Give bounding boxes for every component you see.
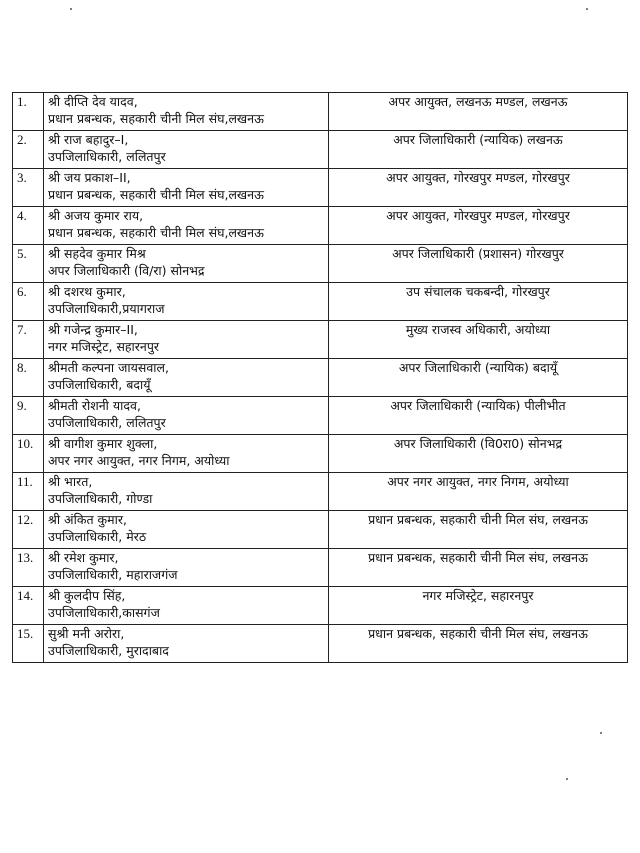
serial-number: 2. xyxy=(13,131,44,169)
new-posting: अपर आयुक्त, गोरखपुर मण्डल, गोरखपुर xyxy=(386,170,570,185)
officer-current-post-cell xyxy=(44,283,329,321)
new-posting: प्रधान प्रबन्धक, सहकारी चीनी मिल संघ, लखनऊ xyxy=(368,550,588,565)
new-posting-cell xyxy=(329,169,628,207)
officer-current-post: उपजिलाधिकारी, ललितपुर xyxy=(48,415,166,430)
officer-current-post-cell xyxy=(44,245,329,283)
serial-number: 5. xyxy=(13,245,44,283)
new-posting: अपर जिलाधिकारी (न्यायिक) बदायूँ xyxy=(398,360,558,375)
transfer-table-body xyxy=(13,93,628,663)
officer-current-post-cell xyxy=(44,93,329,131)
new-posting-cell xyxy=(329,435,628,473)
new-posting-cell xyxy=(329,207,628,245)
new-posting: अपर जिलाधिकारी (न्यायिक) पीलीभीत xyxy=(390,398,566,413)
new-posting-cell xyxy=(329,359,628,397)
officer-current-post-cell xyxy=(44,207,329,245)
serial-number: 11. xyxy=(13,473,44,511)
officer-current-post-cell xyxy=(44,549,329,587)
table-row xyxy=(13,245,628,283)
officer-name: श्री अजय कुमार राय, xyxy=(48,208,144,223)
serial-number: 1. xyxy=(13,93,44,131)
officer-name: श्रीमती रोशनी यादव, xyxy=(48,398,141,413)
new-posting-cell xyxy=(329,321,628,359)
officer-current-post: उपजिलाधिकारी, ललितपुर xyxy=(48,149,166,164)
serial-number: 9. xyxy=(13,397,44,435)
serial-number: 15. xyxy=(13,625,44,663)
officer-current-post: उपजिलाधिकारी, मेरठ xyxy=(48,529,147,544)
new-posting-cell xyxy=(329,283,628,321)
officer-current-post: उपजिलाधिकारी,प्रयागराज xyxy=(48,301,165,316)
officer-current-post-cell xyxy=(44,397,329,435)
new-posting-cell xyxy=(329,511,628,549)
officer-name: सुश्री मनी अरोरा, xyxy=(48,626,125,641)
officer-current-post: उपजिलाधिकारी, गोण्डा xyxy=(48,491,153,506)
officer-current-post-cell xyxy=(44,435,329,473)
officer-name: श्री दीप्ति देव यादव, xyxy=(48,94,138,109)
table-row xyxy=(13,359,628,397)
table-row xyxy=(13,207,628,245)
serial-number: 12. xyxy=(13,511,44,549)
officer-name: श्री गजेन्द्र कुमार–II, xyxy=(48,322,138,337)
officer-current-post: प्रधान प्रबन्धक, सहकारी चीनी मिल संघ,लखनऊ xyxy=(48,187,264,202)
officer-name: श्री राज बहादुर–I, xyxy=(48,132,129,147)
serial-number: 8. xyxy=(13,359,44,397)
table-row xyxy=(13,587,628,625)
serial-number: 4. xyxy=(13,207,44,245)
serial-number: 13. xyxy=(13,549,44,587)
table-row xyxy=(13,131,628,169)
scan-speck xyxy=(586,8,588,10)
officer-name: श्री रमेश कुमार, xyxy=(48,550,119,565)
serial-number: 6. xyxy=(13,283,44,321)
serial-number: 10. xyxy=(13,435,44,473)
table-row xyxy=(13,549,628,587)
new-posting: अपर नगर आयुक्त, नगर निगम, अयोध्या xyxy=(387,474,569,489)
officer-current-post: प्रधान प्रबन्धक, सहकारी चीनी मिल संघ,लखनऊ xyxy=(48,111,264,126)
scan-speck xyxy=(600,732,602,734)
officer-current-post-cell xyxy=(44,169,329,207)
officer-current-post: उपजिलाधिकारी, मुरादाबाद xyxy=(48,643,169,658)
officer-name: श्री भारत, xyxy=(48,474,93,489)
officer-current-post: प्रधान प्रबन्धक, सहकारी चीनी मिल संघ,लखनऊ xyxy=(48,225,264,240)
new-posting-cell xyxy=(329,245,628,283)
table-row xyxy=(13,473,628,511)
officer-current-post: अपर जिलाधिकारी (वि/रा) सोनभद्र xyxy=(48,263,205,278)
serial-number: 3. xyxy=(13,169,44,207)
officer-current-post: उपजिलाधिकारी,कासगंज xyxy=(48,605,160,620)
new-posting: नगर मजिस्ट्रेट, सहारनपुर xyxy=(422,588,534,603)
table-row xyxy=(13,283,628,321)
officer-name: श्रीमती कल्पना जायसवाल, xyxy=(48,360,169,375)
new-posting: मुख्य राजस्व अधिकारी, अयोध्या xyxy=(405,322,551,337)
new-posting-cell xyxy=(329,131,628,169)
new-posting-cell xyxy=(329,397,628,435)
transfer-table xyxy=(12,92,628,663)
officer-current-post: उपजिलाधिकारी, महाराजगंज xyxy=(48,567,178,582)
new-posting: अपर जिलाधिकारी (वि0रा0) सोनभद्र xyxy=(393,436,563,451)
new-posting-cell xyxy=(329,93,628,131)
officer-current-post: नगर मजिस्ट्रेट, सहारनपुर xyxy=(48,339,160,354)
officer-name: श्री सहदेव कुमार मिश्र xyxy=(48,246,146,261)
officer-current-post-cell xyxy=(44,359,329,397)
new-posting: अपर जिलाधिकारी (प्रशासन) गोरखपुर xyxy=(392,246,564,261)
officer-name: श्री अंकित कुमार, xyxy=(48,512,127,527)
officer-name: श्री कुलदीप सिंह, xyxy=(48,588,126,603)
new-posting-cell xyxy=(329,625,628,663)
scan-speck xyxy=(566,778,568,780)
officer-current-post-cell xyxy=(44,473,329,511)
officer-name: श्री दशरथ कुमार, xyxy=(48,284,126,299)
officer-current-post-cell xyxy=(44,587,329,625)
new-posting: उप संचालक चकबन्दी, गोरखपुर xyxy=(406,284,550,299)
table-row xyxy=(13,321,628,359)
new-posting: अपर जिलाधिकारी (न्यायिक) लखनऊ xyxy=(393,132,563,147)
officer-current-post-cell xyxy=(44,321,329,359)
officer-name: श्री जय प्रकाश–II, xyxy=(48,170,131,185)
new-posting: अपर आयुक्त, लखनऊ मण्डल, लखनऊ xyxy=(388,94,568,109)
scan-speck xyxy=(70,8,72,10)
table-row xyxy=(13,397,628,435)
officer-current-post-cell xyxy=(44,625,329,663)
officer-name: श्री वागीश कुमार शुक्ला, xyxy=(48,436,158,451)
table-row xyxy=(13,435,628,473)
serial-number: 7. xyxy=(13,321,44,359)
new-posting: प्रधान प्रबन्धक, सहकारी चीनी मिल संघ, लखनऊ xyxy=(368,512,588,527)
table-row xyxy=(13,93,628,131)
officer-current-post-cell xyxy=(44,131,329,169)
new-posting-cell xyxy=(329,549,628,587)
table-row xyxy=(13,625,628,663)
officer-current-post: उपजिलाधिकारी, बदायूँ xyxy=(48,377,151,392)
officer-current-post: अपर नगर आयुक्त, नगर निगम, अयोध्या xyxy=(48,453,230,468)
table-row xyxy=(13,511,628,549)
new-posting-cell xyxy=(329,473,628,511)
table-row xyxy=(13,169,628,207)
new-posting: प्रधान प्रबन्धक, सहकारी चीनी मिल संघ, लखनऊ xyxy=(368,626,588,641)
serial-number: 14. xyxy=(13,587,44,625)
new-posting-cell xyxy=(329,587,628,625)
new-posting: अपर आयुक्त, गोरखपुर मण्डल, गोरखपुर xyxy=(386,208,570,223)
officer-current-post-cell xyxy=(44,511,329,549)
